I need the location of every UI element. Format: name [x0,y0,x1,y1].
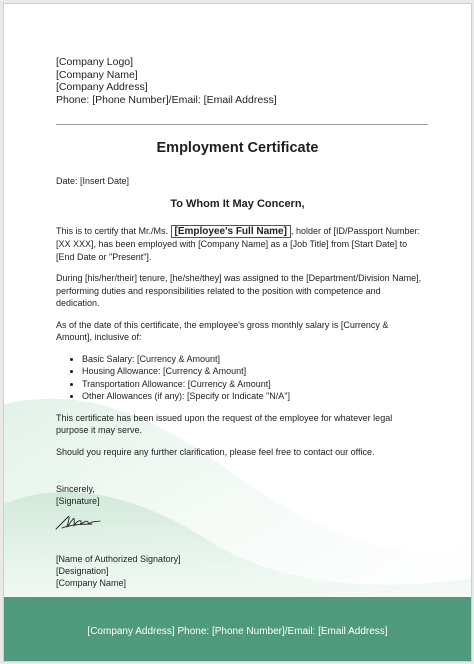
allowance-list [56,353,426,403]
letterhead [56,56,277,106]
paragraph-contact: Should you require any further clarification, please feel free to contact our office. [56,446,375,457]
paragraph-purpose: This certificate has been issued upon the request of the employee for whatever legal purpose it may serve. [56,412,393,435]
company-name: [Company Name] [56,68,138,81]
company-address: [Company Address] [56,81,148,94]
company-logo-placeholder: [Company Logo] [56,56,134,68]
header-divider [56,124,428,125]
list-item: • Housing Allowance: [Currency & Amount] [82,365,426,378]
footer-bar [4,597,471,661]
closing-block [56,483,100,507]
date-line: Date: [Insert Date] [56,176,130,186]
company-contact: Phone: [Phone Number]/Email: [Email Address] [56,93,277,106]
list-item: • Basic Salary: [Currency & Amount] [82,353,426,366]
handwritten-signature [54,511,106,533]
signatory-designation: [Designation] [56,566,109,576]
closing-sincerely: Sincerely, [56,484,95,494]
certificate-body [56,225,426,467]
certify-text-before: This is to certify that Mr./Ms. [56,226,171,236]
signature-placeholder: [Signature] [56,496,100,506]
salutation: To Whom It May Concern, [170,198,305,210]
certificate-page [3,3,472,662]
paragraph-tenure: During [his/her/their] tenure, [he/she/they] was assigned to the [Department/Division Name], performing duties and responsibilities related to the position with competence and dedication. [56,273,422,308]
list-item: • Other Allowances (if any): [Specify or Indicate "N/A"] [82,390,426,403]
signatory-block [56,553,181,589]
paragraph-certify [56,225,426,263]
list-item: • Transportation Allowance: [Currency & Amount] [82,378,426,391]
employee-name-box: [Employee's Full Name] [171,225,291,238]
footer-contact: [Company Address] Phone: [Phone Number]/Email: [Email Address] [87,626,388,637]
certificate-content [4,4,471,661]
document-title: Employment Certificate [156,140,319,156]
signatory-name: [Name of Authorized Signatory] [56,554,181,564]
signatory-company: [Company Name] [56,578,127,588]
certify-text-after: , holder of [ID/Passport Number: [XX XXX], has been employed with [Company Name] as a [Job Title] from [Start Date] to [End Date or "Present"]. [56,226,421,262]
paragraph-salary: As of the date of this certificate, the employee's gross monthly salary is [Currency & Amount], inclusive of: [56,319,389,342]
